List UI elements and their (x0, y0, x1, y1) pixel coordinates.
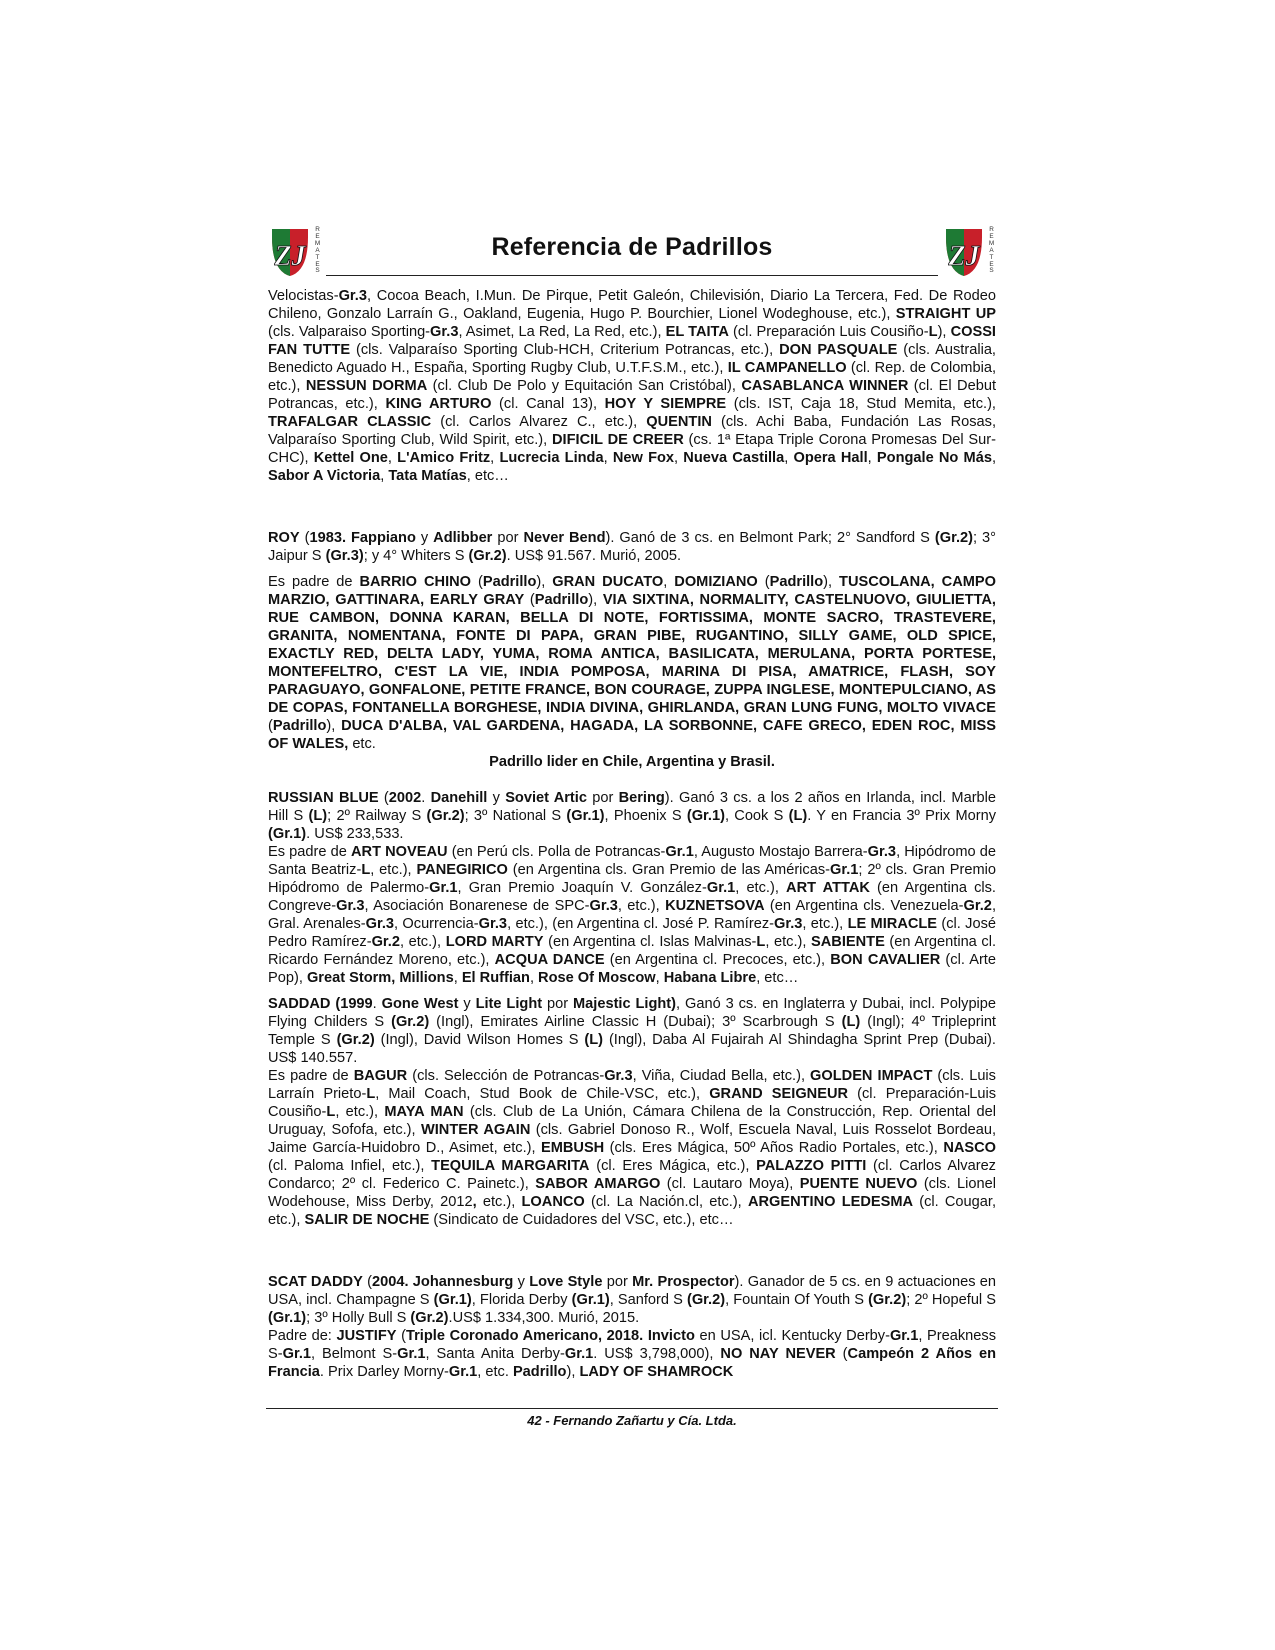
bold-run: (Gr.2) (468, 548, 507, 564)
bold-run: LE MIRACLE (847, 916, 938, 932)
bold-run: NO NAY NEVER (720, 1346, 836, 1362)
bold-run: PALAZZO PITTI (756, 1158, 867, 1174)
bold-run: DON PASQUALE (779, 342, 898, 358)
text-run: y (513, 1274, 530, 1290)
text-run: , Asociación Bonarenese de SPC- (364, 898, 590, 914)
text-run: , Cook S (724, 808, 789, 824)
text-run: ; y 4° Whiters S (363, 548, 469, 564)
text-run: (cl. Carlos Alvarez Condarco; 2º cl. Federico C. Painetc.), (268, 1158, 996, 1192)
bold-run: (Gr.2) (410, 1310, 449, 1326)
text-run: ( (268, 718, 273, 734)
bold-run: NESSUN DORMA (305, 378, 428, 394)
text-run: , Gral. Arenales- (268, 898, 996, 932)
bold-run: (Gr.3) (325, 548, 364, 564)
text-run: , etc.), (en Argentina cl. José P. Ramírez- (507, 916, 774, 932)
text-run: . (421, 790, 431, 806)
bold-run: Rose Of Moscow (538, 970, 656, 986)
text-run: , Sanford S (609, 1292, 687, 1308)
bold-run: TEQUILA MARGARITA (431, 1158, 590, 1174)
bold-run: ART ATTAK (786, 880, 870, 896)
text-run: etc.), (476, 1194, 522, 1210)
bold-run: Great Storm, Millions (306, 970, 454, 986)
text-run: (cls. Eres Mágica, 50º Años Radio Portales, etc.), (604, 1140, 944, 1156)
text-run: y (458, 996, 476, 1012)
text-run: ), (326, 718, 342, 734)
text-run: (Sindicato de Cuidadores del VSC, etc.), etc… (429, 1212, 734, 1228)
svg-text:ZJ: ZJ (948, 241, 980, 272)
text-run: , (784, 450, 794, 466)
text-run: (cl. Arte Pop), (268, 952, 996, 986)
text-run: , (603, 450, 613, 466)
bold-run: Majestic Light) (573, 996, 677, 1012)
bold-run: 1983. Fappiano (309, 530, 416, 546)
bold-run: Gr.1 (889, 1328, 919, 1344)
text-run: (cl. El Debut Potrancas, etc.), (268, 378, 997, 412)
page-footer: 42 - Fernando Zañartu y Cía. Ltda. (527, 1413, 737, 1428)
text-run: , etc.), (617, 898, 666, 914)
bold-run: GOLDEN IMPACT (810, 1068, 933, 1084)
text-run: . (372, 996, 382, 1012)
text-run: (cl. Cougar, etc.), (268, 1194, 996, 1228)
title-bar (326, 231, 938, 276)
text-run: , Asimet, La Red, La Red, etc.), (458, 324, 666, 340)
paragraph (268, 1327, 996, 1381)
text-run: (cl. Paloma Infiel, etc.), (268, 1158, 432, 1174)
text-run: , (674, 450, 684, 466)
bold-run: NASCO (943, 1140, 997, 1156)
bold-run: TRAFALGAR CLASSIC (268, 414, 432, 430)
text-run: por (602, 1274, 633, 1290)
text-run: , Gran Premio Joaquín V. González- (457, 880, 707, 896)
text-run: ; 3º National S (464, 808, 567, 824)
page-title: Referencia de Padrillos (491, 233, 773, 261)
zj-shield-icon (268, 227, 312, 277)
bold-run: LADY OF SHAMROCK (579, 1364, 734, 1380)
bold-run: 2002 (388, 790, 422, 806)
text-run: , etc.), (765, 934, 812, 950)
text-run: (Ingl); 4º Tripleprint Temple S (268, 1014, 996, 1048)
bold-run: SADDAD (1999 (268, 996, 373, 1012)
text-run: . US$ 233,533. (306, 826, 404, 842)
text-run: , Phoenix S (604, 808, 687, 824)
bold-run: RUSSIAN BLUE (268, 790, 379, 806)
bold-run: Bering (618, 790, 665, 806)
text-run: , (529, 970, 539, 986)
bold-run: L'Amico Fritz (397, 450, 491, 466)
text-run: (cls. Achi Baba, Fundación Las Rosas, Valparaíso Sporting Club, Wild Spirit, etc.), (268, 414, 996, 448)
text-run: , etc.), (802, 916, 848, 932)
footer-rule (266, 1408, 998, 1409)
bold-run: Pongale No Más (876, 450, 992, 466)
zj-remates-logo (268, 227, 322, 281)
bold-run: L (326, 1104, 336, 1120)
text-run: Velocistas- (268, 288, 339, 304)
text-run: , (991, 450, 997, 466)
bold-run: Gr.1 (564, 1346, 594, 1362)
text-run: (en Argentina cl. Precoces, etc.), (604, 952, 831, 968)
text-run: ; 2º cls. Gran Premio Hipódromo de Palermo- (268, 862, 996, 896)
bold-run: Gr.3 (336, 898, 365, 914)
text-run: , Viña, Ciudad Bella, etc.), (632, 1068, 811, 1084)
bold-run: Padrillo (769, 574, 824, 590)
bold-run: VIA SIXTINA, NORMALITY, CASTELNUOVO, GIULIETTA, RUE CAMBON, DONNA KARAN, BELLA DI NOTE, FORTISSIMA, MONTE SACRO, TRASTEVERE, GRANITA, NOMENTANA, FONTE DI PAPA, GRAN PIBE, RUGANTINO, SILLY GAME, OLD SPICE, EXACTLY RED, DELTA LADY, YUMA, ROMA ANTICA, BASILICATA, MERULANA, PORTA PORTESE, MONTEFELTRO, C'EST LA VIE, INDIA POMPOSA, MARINA DI PISA, AMATRICE, FLASH, SOY PARAGUAYO, GONFALONE, PETITE FRANCE, BON COURAGE, ZUPPA INGLESE, MONTEPULCIANO, AS DE COPAS, FONTANELLA BORGHESE, INDIA DIVINA, GHIRLANDA, GRAN LUNG FUNG, MOLTO VIVACE (268, 592, 996, 716)
bold-run: QUENTIN (646, 414, 712, 430)
bold-run: SALIR DE NOCHE (304, 1212, 430, 1228)
text-run: , (867, 450, 877, 466)
text-run: , Ganó 3 cs. en Inglaterra y Dubai, incl. Polypipe Flying Childers S (268, 996, 997, 1030)
svg-text:ZJ: ZJ (274, 241, 306, 272)
bold-run: Gr.1 (830, 862, 859, 878)
bold-run: Adlibber (433, 530, 493, 546)
text-run: por (542, 996, 574, 1012)
bold-run: (Gr.2) (336, 1032, 375, 1048)
text-run: , Fountain Of Youth S (725, 1292, 869, 1308)
bold-run: DUCA D'ALBA, VAL GARDENA, HAGADA, LA SORBONNE, CAFE GRECO, EDEN ROC, MISS OF WALES, (268, 718, 996, 752)
bold-run: L (361, 862, 371, 878)
logo-side-text: R E M A T E S (314, 226, 321, 275)
bold-run: PANEGIRICO (416, 862, 508, 878)
bold-run: KUZNETSOVA (665, 898, 765, 914)
bold-run: ARGENTINO LEDESMA (747, 1194, 914, 1210)
bold-run: Padrillo (482, 574, 537, 590)
text-run: , Cocoa Beach, I.Mun. De Pirque, Petit Galeón, Chilevisión, Diario La Tercera, Fed. De Rodeo Chileno, Gonzalo Larraín G., Oakland, Eugenia, Hugo P. Bourchier, Lionel Wodeghouse, etc.), (268, 288, 996, 322)
text-run: ( (757, 574, 770, 590)
article-body (268, 287, 996, 1381)
page-header (268, 225, 996, 281)
text-run: , etc… (756, 970, 799, 986)
bold-run: MAYA MAN (384, 1104, 464, 1120)
bold-run: SCAT DADDY (268, 1274, 363, 1290)
paragraph (268, 573, 996, 753)
bold-run: Gr.3 (430, 324, 459, 340)
text-run: (cls. Lionel Wodehouse, Miss Derby, 2012 (268, 1176, 996, 1210)
bold-run: LORD MARTY (445, 934, 544, 950)
text-run: ). Ganó de 3 cs. en Belmont Park; 2° Sandford S (605, 530, 935, 546)
bold-run: (Gr.2) (426, 808, 465, 824)
text-run: , (387, 450, 398, 466)
bold-run: New Fox (612, 450, 675, 466)
bold-run: GRAND SEIGNEUR (709, 1086, 849, 1102)
text-run: en USA, icl. Kentucky Derby- (694, 1328, 890, 1344)
bold-run: ACQUA DANCE (494, 952, 605, 968)
text-run: , etc.), (399, 934, 446, 950)
bold-run: (L) (584, 1032, 604, 1048)
bold-run: BON CAVALIER (830, 952, 941, 968)
paragraph (268, 995, 996, 1067)
bold-run: ART NOVEAU (351, 844, 448, 860)
text-run: (cl. Canal 13), (491, 396, 605, 412)
bold-run: Gr.1 (429, 880, 458, 896)
text-run: (en Argentina cls. Gran Premio de las Américas- (507, 862, 830, 878)
bold-run: Gr.1 (665, 844, 694, 860)
zj-remates-logo (942, 227, 996, 281)
bold-run: (L) (308, 808, 328, 824)
bold-run: Gr.2 (963, 898, 992, 914)
bold-run: EL TAITA (665, 324, 729, 340)
bold-run: GRAN DUCATO (552, 574, 664, 590)
bold-run: Gr.2 (371, 934, 400, 950)
text-run: ( (378, 790, 389, 806)
bold-run: Sabor A Victoria (268, 468, 381, 484)
text-run: . US$ 3,798,000), (593, 1346, 721, 1362)
text-run: (cls. Club de La Unión, Cámara Chilena de la Construcción, Rep. Oriental del Uruguay, Sofofa, etc.), (268, 1104, 996, 1138)
bold-run: ROY (268, 530, 300, 546)
bold-run: IL CAMPANELLO (727, 360, 847, 376)
text-run: , (453, 970, 462, 986)
text-run: ( (524, 592, 535, 608)
bold-run: SABOR AMARGO (535, 1176, 661, 1192)
bold-run: Gr.1 (397, 1346, 426, 1362)
bold-run: Danehill (430, 790, 488, 806)
bold-run: (Gr.1) (686, 808, 725, 824)
bold-run: EMBUSH (540, 1140, 605, 1156)
bold-run: Tata Matías (388, 468, 467, 484)
paragraph (268, 1067, 996, 1229)
text-run: , (655, 970, 664, 986)
bold-run: Padrillo lider en Chile, Argentina y Brasil (489, 754, 771, 770)
bold-run: COSSI FAN TUTTE (268, 324, 996, 358)
text-run: ; 3° Jaipur S (268, 530, 997, 564)
bold-run: Gr.3 (774, 916, 803, 932)
bold-run: Gr.3 (604, 1068, 633, 1084)
bold-run: 2004. Johannesburg (371, 1274, 514, 1290)
page (268, 225, 996, 1381)
bold-run: L (366, 1086, 376, 1102)
text-run: (cs. 1ª Etapa Triple Corona Promesas Del Sur-CHC), (268, 432, 996, 466)
bold-run: Gr.3 (338, 288, 367, 304)
bold-run: DIFICIL DE CREER (552, 432, 684, 448)
text-run: ( (362, 1274, 372, 1290)
text-run: , etc.), (335, 1104, 385, 1120)
text-run: . Y en Francia 3º Prix Morny (807, 808, 997, 824)
text-run: (cls. Australia, Benedicto Aguado H., España, Sporting Rugby Club, U.T.F.S.M., etc.), (268, 342, 996, 376)
bold-run: El Ruffian (461, 970, 530, 986)
text-run: ). Ganó 3 cs. a los 2 años en Irlanda, incl. Marble Hill S (268, 790, 997, 824)
text-run: .US$ 1.334,300. Murió, 2015. (448, 1310, 640, 1326)
bold-run: Gr.3 (589, 898, 618, 914)
text-run: (cl. José Pedro Ramírez- (268, 916, 996, 950)
text-run: ), (566, 1364, 580, 1380)
bold-run: Lucrecia Linda (499, 450, 604, 466)
text-run: (cls. Gabriel Donoso R., Wolf, Escuela Naval, Luis Rosselot Bordeau, Jaime García-Huidobro D., Asimet, etc.), (268, 1122, 996, 1156)
text-run: ( (396, 1328, 407, 1344)
text-run: , Florida Derby (471, 1292, 572, 1308)
zj-shield-icon (942, 227, 986, 277)
text-run: (cl. La Nación.cl, etc.), (584, 1194, 748, 1210)
bold-run: BAGUR (353, 1068, 408, 1084)
bold-run: (Gr.1) (268, 826, 307, 842)
bold-run: L (756, 934, 766, 950)
text-run: , etc… (466, 468, 509, 484)
bold-run: Campeón 2 Años en Francia (268, 1346, 997, 1380)
text-run: Padre de: (268, 1328, 337, 1344)
bold-run: Gr.3 (867, 844, 897, 860)
bold-run: (Gr.1) (566, 808, 605, 824)
bold-run: LOANCO (521, 1194, 585, 1210)
logo-side-text: R E M A T E S (988, 226, 995, 275)
text-run: (en Argentina cls. Venezuela- (764, 898, 964, 914)
text-run: (cl. Preparación-Luis Cousiño- (268, 1086, 997, 1120)
text-run: (cl. Club De Polo y Equitación San Cristóbal), (427, 378, 742, 394)
text-run: , Santa Anita Derby- (425, 1346, 565, 1362)
text-run: ( (299, 530, 310, 546)
text-run: (cls. Luis Larraín Prieto- (268, 1068, 996, 1102)
text-run: ( (835, 1346, 848, 1362)
text-run: (cl. Rep. de Colombia, etc.), (268, 360, 996, 394)
text-run: etc. (348, 736, 376, 752)
bold-run: (L) (788, 808, 808, 824)
text-run: , Augusto Mostajo Barrera- (693, 844, 868, 860)
text-run: , (380, 468, 389, 484)
text-run: , etc. (477, 1364, 513, 1380)
text-run: (en Argentina cls. Congreve- (268, 880, 996, 914)
text-run: (cls. Valparaiso Sporting- (268, 324, 431, 340)
text-run: ( (471, 574, 483, 590)
text-run: (cl. Lautaro Moya), (660, 1176, 800, 1192)
text-run: ; 2º Railway S (327, 808, 427, 824)
text-run: , Preakness S- (268, 1328, 996, 1362)
text-run: y (487, 790, 506, 806)
bold-run: SABIENTE (811, 934, 885, 950)
paragraph (268, 287, 996, 485)
bold-run: Never Bend (523, 530, 606, 546)
bold-run: Gr.1 (282, 1346, 311, 1362)
text-run: , (490, 450, 500, 466)
text-run: (cls. Selección de Potrancas- (407, 1068, 605, 1084)
bold-run: KING ARTURO (385, 396, 492, 412)
bold-run: Love Style (529, 1274, 603, 1290)
text-run: Es padre de (268, 1068, 354, 1084)
bold-run: DOMIZIANO (674, 574, 758, 590)
text-run: . Prix Darley Morny- (319, 1364, 449, 1380)
bold-run: (Gr.1) (433, 1292, 472, 1308)
text-run: (cls. Valparaíso Sporting Club-HCH, Criterium Potrancas, etc.), (350, 342, 780, 358)
bold-run: Padrillo (512, 1364, 567, 1380)
text-run: (en Argentina cl. Islas Malvinas- (543, 934, 757, 950)
bold-run: Gr.3 (478, 916, 508, 932)
text-run: (Ingl), David Wilson Homes S (374, 1032, 585, 1048)
text-run: ), (823, 574, 840, 590)
text-run: . (770, 754, 775, 770)
bold-run: Opera Hall (793, 450, 868, 466)
text-run: por (586, 790, 619, 806)
text-run: (cls. IST, Caja 18, Stud Memita, etc.), (726, 396, 996, 412)
bold-run: PUENTE NUEVO (799, 1176, 918, 1192)
bold-run: (Gr.2) (686, 1292, 726, 1308)
text-run: , Ocurrencia- (394, 916, 479, 932)
bold-run: (Gr.2) (934, 530, 973, 546)
bold-run: (Gr.1) (268, 1310, 307, 1326)
bold-run: Triple Coronado Americano, 2018. Invicto (406, 1328, 695, 1344)
bold-run: Lite Light (475, 996, 543, 1012)
text-run: (cl. Eres Mágica, etc.), (589, 1158, 757, 1174)
bold-run: STRAIGHT UP (895, 306, 996, 322)
text-run: por (492, 530, 524, 546)
paragraph (268, 753, 996, 771)
text-run: ), (937, 324, 951, 340)
bold-run: TUSCOLANA, CAMPO MARZIO, GATTINARA, EARLY GRAY (268, 574, 996, 608)
text-run: Es padre de (268, 844, 351, 860)
bold-run: Gr.1 (706, 880, 736, 896)
bold-run: Gone West (381, 996, 459, 1012)
text-run: Es padre de (268, 574, 360, 590)
bold-run: L (928, 324, 938, 340)
bold-run: BARRIO CHINO (359, 574, 472, 590)
bold-run: WINTER AGAIN (420, 1122, 531, 1138)
text-run: , Mail Coach, Stud Book de Chile-VSC, etc.), (375, 1086, 710, 1102)
text-run: , etc.), (735, 880, 787, 896)
bold-run: Gr.1 (448, 1364, 478, 1380)
paragraph (268, 789, 996, 843)
text-run: ; 2º Hopeful S (906, 1292, 996, 1308)
text-run: , Hipódromo de Santa Beatriz- (268, 844, 996, 878)
text-run: (en Perú cls. Polla de Potrancas- (447, 844, 666, 860)
bold-run: (L) (841, 1014, 861, 1030)
text-run: (Ingl), Daba Al Fujairah Al Shindagha Sprint Prep (Dubai). US$ 140.557. (268, 1032, 996, 1066)
bold-run: Kettel One (313, 450, 388, 466)
text-run: (cl. Carlos Alvarez C., etc.), (431, 414, 647, 430)
bold-run: CASABLANCA WINNER (741, 378, 909, 394)
text-run: , etc.), (370, 862, 417, 878)
text-run: , (663, 574, 675, 590)
bold-run: Nueva Castilla (683, 450, 785, 466)
bold-run: JUSTIFY (336, 1328, 397, 1344)
bold-run: HOY Y SIEMPRE (604, 396, 727, 412)
text-run: (cl. Preparación Luis Cousiño- (728, 324, 929, 340)
bold-run: (Gr.2) (868, 1292, 907, 1308)
bold-run: Padrillo (534, 592, 589, 608)
bold-run: (Gr.2) (391, 1014, 430, 1030)
bold-run: , (472, 1194, 477, 1210)
text-run: ), (588, 592, 603, 608)
bold-run: Soviet Artic (505, 790, 587, 806)
bold-run: Mr. Prospector (632, 1274, 735, 1290)
text-run: . US$ 91.567. Murió, 2005. (506, 548, 682, 564)
bold-run: (Gr.1) (571, 1292, 610, 1308)
bold-run: Padrillo (272, 718, 327, 734)
text-run: y (415, 530, 434, 546)
text-run: ). Ganador de 5 cs. en 9 actuaciones en USA, incl. Champagne S (268, 1274, 997, 1308)
paragraph (268, 1273, 996, 1327)
text-run: , Belmont S- (311, 1346, 398, 1362)
bold-run: Gr.3 (365, 916, 395, 932)
text-run: ; 3º Holly Bull S (306, 1310, 411, 1326)
text-run: ), (536, 574, 553, 590)
paragraph (268, 843, 996, 987)
text-run: (en Argentina cl. Ricardo Fernández Moreno, etc.), (268, 934, 997, 968)
text-run: (Ingl), Emirates Airline Classic H (Dubai); 3º Scarbrough S (429, 1014, 842, 1030)
paragraph (268, 529, 996, 565)
bold-run: Habana Libre (663, 970, 757, 986)
